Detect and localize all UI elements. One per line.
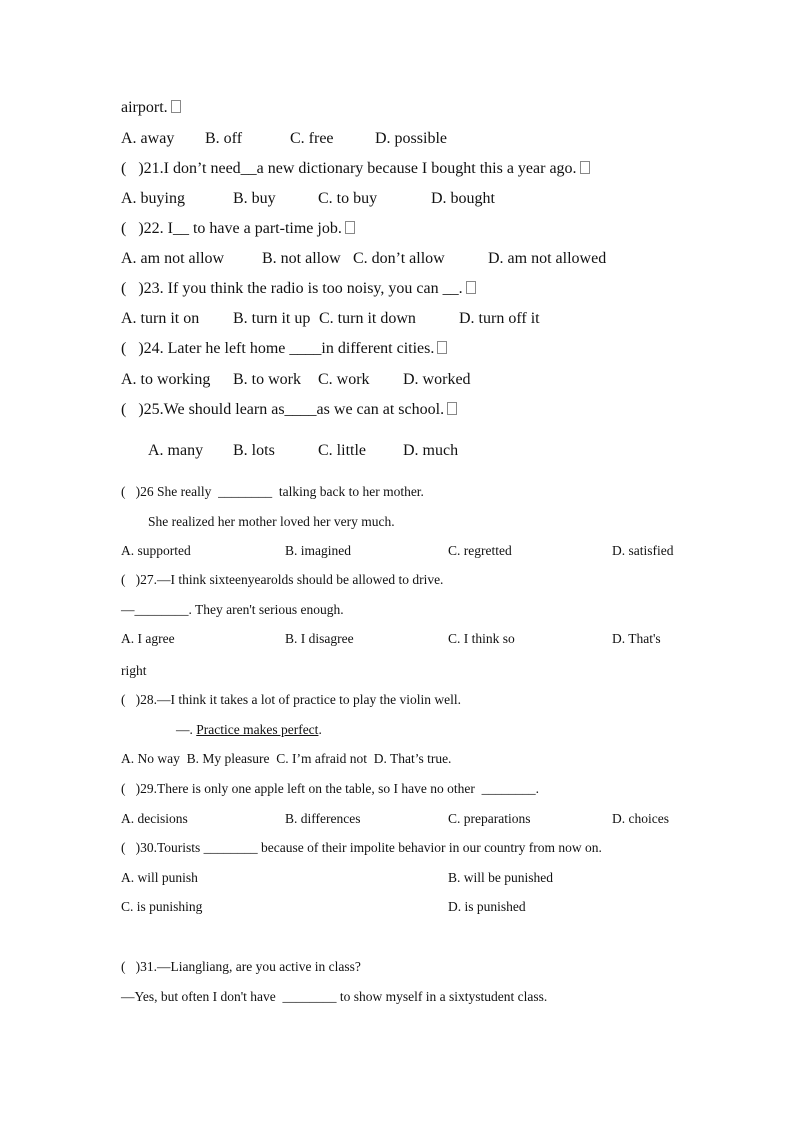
q25-option-d: D. much [403, 442, 459, 459]
q20-option-a: A. away [121, 130, 175, 147]
q24-option-b: B. to work [233, 371, 301, 388]
question-30: ( )30.Tourists ________ because of their impolite behavior in our country from now on. [121, 840, 602, 855]
question-26: ( )26 She really ________ talking back to her mother. [121, 484, 424, 499]
q28-options: A. No way B. My pleasure C. I’m afraid not D. That’s true. [121, 751, 452, 766]
underlined-phrase: Practice makes perfect [196, 722, 319, 737]
q30-option-d: D. is punished [448, 899, 526, 914]
q24-option-d: D. worked [403, 371, 471, 388]
question-20-continuation: airport. [121, 100, 181, 116]
q22-option-d: D. am not allowed [488, 250, 607, 267]
question-22: ( )22. I__ to have a part-time job. [121, 221, 355, 237]
question-28-reply: —. Practice makes perfect. [176, 722, 322, 737]
placeholder-box-icon [171, 100, 181, 113]
question-27: ( )27.—I think sixteenyearolds should be allowed to drive. [121, 572, 444, 587]
placeholder-box-icon [345, 221, 355, 234]
q29-option-d: D. choices [612, 811, 669, 826]
question-24: ( )24. Later he left home ____in different cities. [121, 341, 447, 357]
q29-option-b: B. differences [285, 811, 361, 826]
q21-option-a: A. buying [121, 190, 185, 207]
q30-option-b: B. will be punished [448, 870, 553, 885]
q22-option-a: A. am not allow [121, 250, 225, 267]
q27-option-b: B. I disagree [285, 631, 354, 646]
q23-option-d: D. turn off it [459, 310, 540, 327]
q27-option-a: A. I agree [121, 631, 175, 646]
placeholder-box-icon [447, 402, 457, 415]
q25-option-a: A. many [148, 442, 204, 459]
q25-option-b: B. lots [233, 442, 275, 459]
q26-option-c: C. regretted [448, 543, 512, 558]
q20-option-b: B. off [205, 130, 243, 147]
q23-option-c: C. turn it down [319, 310, 416, 327]
question-29: ( )29.There is only one apple left on the table, so I have no other ________. [121, 781, 540, 796]
question-26-context: She realized her mother loved her very much. [148, 514, 395, 529]
q23-option-b: B. turn it up [233, 310, 311, 327]
q29-option-c: C. preparations [448, 811, 531, 826]
q26-option-b: B. imagined [285, 543, 351, 558]
question-28: ( )28.—I think it takes a lot of practice to play the violin well. [121, 692, 462, 707]
question-23: ( )23. If you think the radio is too noisy, you can __. [121, 281, 476, 297]
q25-option-c: C. little [318, 442, 366, 459]
question-25: ( )25.We should learn as____as we can at school. [121, 402, 457, 418]
q21-option-c: C. to buy [318, 190, 378, 207]
q20-option-d: D. possible [375, 130, 447, 147]
q22-option-c: C. don’t allow [353, 250, 445, 267]
q27-option-d: D. That's [612, 631, 661, 646]
q22-option-b: B. not allow [262, 250, 341, 267]
placeholder-box-icon [466, 281, 476, 294]
question-21: ( )21.I don’t need__a new dictionary because I bought this a year ago. [121, 161, 590, 177]
q20-option-c: C. free [290, 130, 334, 147]
placeholder-box-icon [437, 341, 447, 354]
q30-option-c: C. is punishing [121, 899, 203, 914]
q27-option-d-wrap: right [121, 663, 147, 678]
question-27-reply: —________. They aren't serious enough. [121, 602, 344, 617]
question-31: ( )31.—Liangliang, are you active in class? [121, 959, 361, 974]
placeholder-box-icon [580, 161, 590, 174]
q29-option-a: A. decisions [121, 811, 188, 826]
q27-option-c: C. I think so [448, 631, 515, 646]
q21-option-d: D. bought [431, 190, 495, 207]
q26-option-a: A. supported [121, 543, 191, 558]
q24-option-a: A. to working [121, 371, 211, 388]
q21-option-b: B. buy [233, 190, 276, 207]
q26-option-d: D. satisfied [612, 543, 674, 558]
q23-option-a: A. turn it on [121, 310, 200, 327]
question-31-reply: —Yes, but often I don't have ________ to show myself in a sixtystudent class. [121, 989, 548, 1004]
q30-option-a: A. will punish [121, 870, 198, 885]
q24-option-c: C. work [318, 371, 370, 388]
